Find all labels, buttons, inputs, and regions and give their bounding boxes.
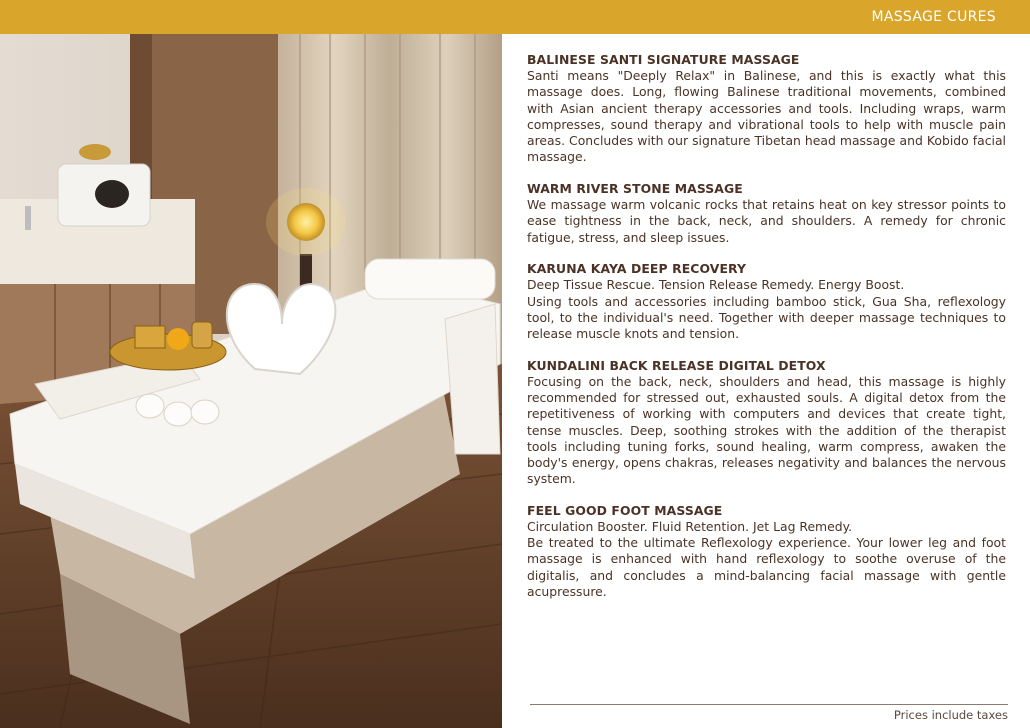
- header-bar: [0, 0, 1030, 34]
- treatment-heading: FEEL GOOD FOOT MASSAGE: [527, 502, 723, 518]
- treatment-heading: KUNDALINI BACK RELEASE DIGITAL DETOX: [527, 357, 826, 373]
- treatment-description: Using tools and accessories including bamboo stick, Gua Sha, reflexology tool, to the individual's need. Together with deeper massage techniques to release muscle knots and tension.: [527, 293, 1006, 342]
- prices-note: Prices include taxes: [893, 708, 1008, 722]
- treatment-description: Santi means "Deeply Relax" in Balinese, and this is exactly what this massage does. Long, flowing Balinese traditional movements, combined with Asian ancient therapy accessories and tools. Including wraps, warm compresses, sound therapy and vibrational tools to help with muscle pain areas. Concludes with our signature Tibetan head massage and Kobido facial massage.: [527, 68, 1006, 165]
- treatment-tagline: Circulation Booster. Fluid Retention. Jet Lag Remedy.: [527, 519, 853, 535]
- treatment-description: Focusing on the back, neck, shoulders and head, this massage is highly recommended for stressed out, exhausted souls. A digital detox from the repetitiveness of working with computers and devices that create tight, tense muscles. Deep, soothing strokes with the addition of the therapist tools including tuning forks, sound healing, warm compress, awaken the body's energy, opens chakras, releases negativity and balances the nervous system.: [527, 373, 1006, 487]
- footer-divider: [530, 704, 1008, 705]
- treatment-list: [527, 52, 1006, 616]
- treatment-description: Be treated to the ultimate Reflexology experience. Your lower leg and foot massage is enhanced with hand reflexology to soothe overuse of the digitalis, and concludes a mind-balancing facial massage with gentle acupressure.: [527, 535, 1006, 599]
- treatment-heading: BALINESE SANTI SIGNATURE MASSAGE: [527, 52, 800, 67]
- treatment-tagline: Deep Tissue Rescue. Tension Release Remedy. Energy Boost.: [527, 277, 905, 293]
- treatment-section: [527, 358, 1006, 488]
- treatment-section: [527, 503, 1006, 600]
- treatment-heading: KARUNA KAYA DEEP RECOVERY: [527, 261, 747, 277]
- treatment-section: [527, 261, 1006, 342]
- spa-room-photo: [0, 34, 502, 728]
- massage-table-illustration: [0, 34, 502, 728]
- treatment-section: [527, 52, 1006, 165]
- treatment-section: [527, 181, 1006, 246]
- page-title: MASSAGE CURES: [871, 9, 996, 25]
- treatment-description: We massage warm volcanic rocks that retains heat on key stressor points to ease tightness in the back, neck, and shoulders. A remedy for chronic fatigue, stress, and sleep issues.: [527, 197, 1006, 245]
- treatment-heading: WARM RIVER STONE MASSAGE: [527, 180, 743, 196]
